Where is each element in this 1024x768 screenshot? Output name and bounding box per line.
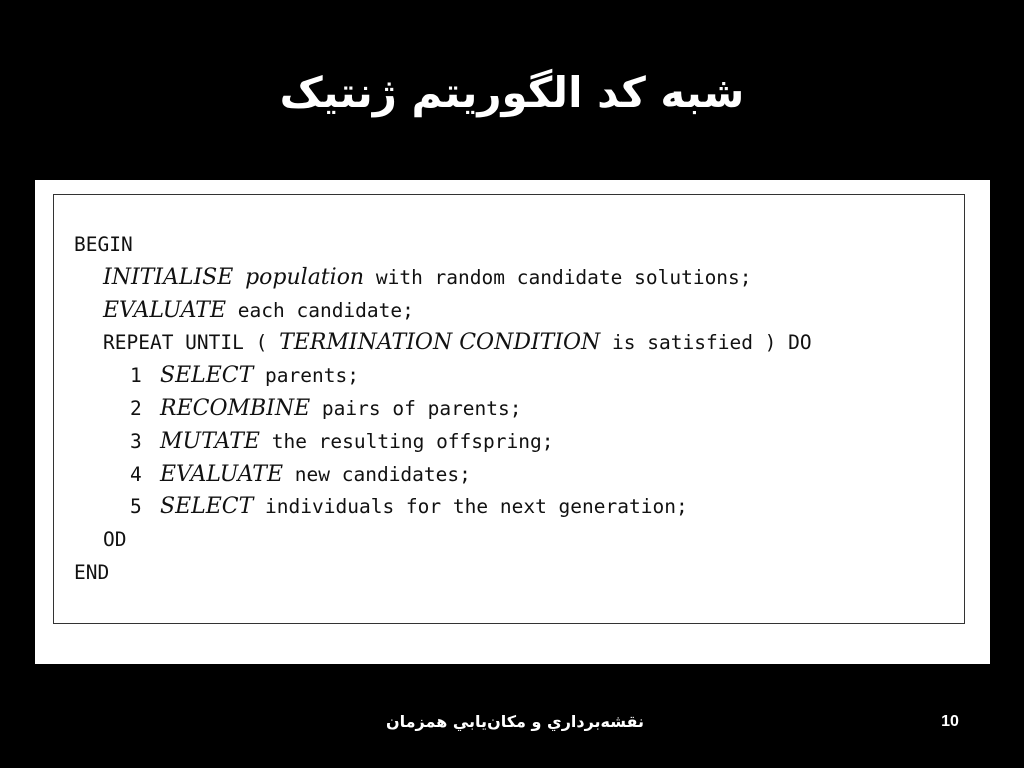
end-keyword: END bbox=[74, 560, 110, 584]
od-keyword: OD bbox=[103, 528, 127, 552]
step-text: new candidates; bbox=[283, 462, 471, 486]
footer-text: نقشه‌برداري و مكان‌يابي همزمان bbox=[385, 712, 645, 731]
code-line-step bbox=[74, 426, 812, 459]
population-word: population bbox=[245, 264, 365, 290]
step-text: parents; bbox=[253, 364, 359, 388]
step-keyword: RECOMBINE bbox=[160, 395, 311, 421]
initialise-text: with random candidate solutions; bbox=[364, 265, 752, 289]
code-line-evaluate bbox=[74, 295, 812, 328]
step-keyword: EVALUATE bbox=[160, 461, 284, 487]
step-text: individuals for the next generation; bbox=[253, 495, 688, 519]
initialise-keyword: INITIALISE bbox=[103, 264, 234, 290]
step-keyword: SELECT bbox=[160, 494, 254, 520]
step-number: 5 bbox=[130, 495, 142, 519]
slide-title: شبه کد الگوریتم ژنتیک bbox=[279, 68, 745, 117]
content-panel bbox=[35, 180, 990, 664]
code-line-begin bbox=[74, 229, 812, 262]
code-line-od bbox=[74, 524, 812, 557]
step-number: 2 bbox=[130, 396, 142, 420]
repeat-until-text: REPEAT UNTIL ( bbox=[103, 331, 280, 355]
code-line-step bbox=[74, 491, 812, 524]
step-text: pairs of parents; bbox=[310, 396, 522, 420]
step-keyword: MUTATE bbox=[160, 428, 260, 454]
termination-condition-keyword: TERMINATION CONDITION bbox=[279, 330, 601, 356]
step-text: the resulting offspring; bbox=[259, 429, 554, 453]
begin-keyword: BEGIN bbox=[74, 233, 133, 256]
page-number: 10 bbox=[941, 713, 959, 730]
code-line-step bbox=[74, 360, 812, 393]
code-line-end bbox=[74, 557, 812, 590]
step-number: 3 bbox=[130, 429, 142, 453]
evaluate-keyword: EVALUATE bbox=[103, 297, 227, 323]
pseudocode-lines bbox=[74, 229, 812, 590]
step-number: 4 bbox=[130, 462, 142, 486]
code-line-repeat bbox=[74, 327, 812, 360]
code-line-step bbox=[74, 459, 812, 492]
step-keyword: SELECT bbox=[160, 363, 254, 389]
pseudocode-frame bbox=[53, 194, 965, 624]
evaluate-text: each candidate; bbox=[226, 298, 414, 322]
step-number: 1 bbox=[130, 364, 142, 388]
repeat-end-text: is satisfied ) DO bbox=[600, 331, 812, 355]
code-line-step bbox=[74, 393, 812, 426]
code-line-initialise bbox=[74, 262, 812, 295]
